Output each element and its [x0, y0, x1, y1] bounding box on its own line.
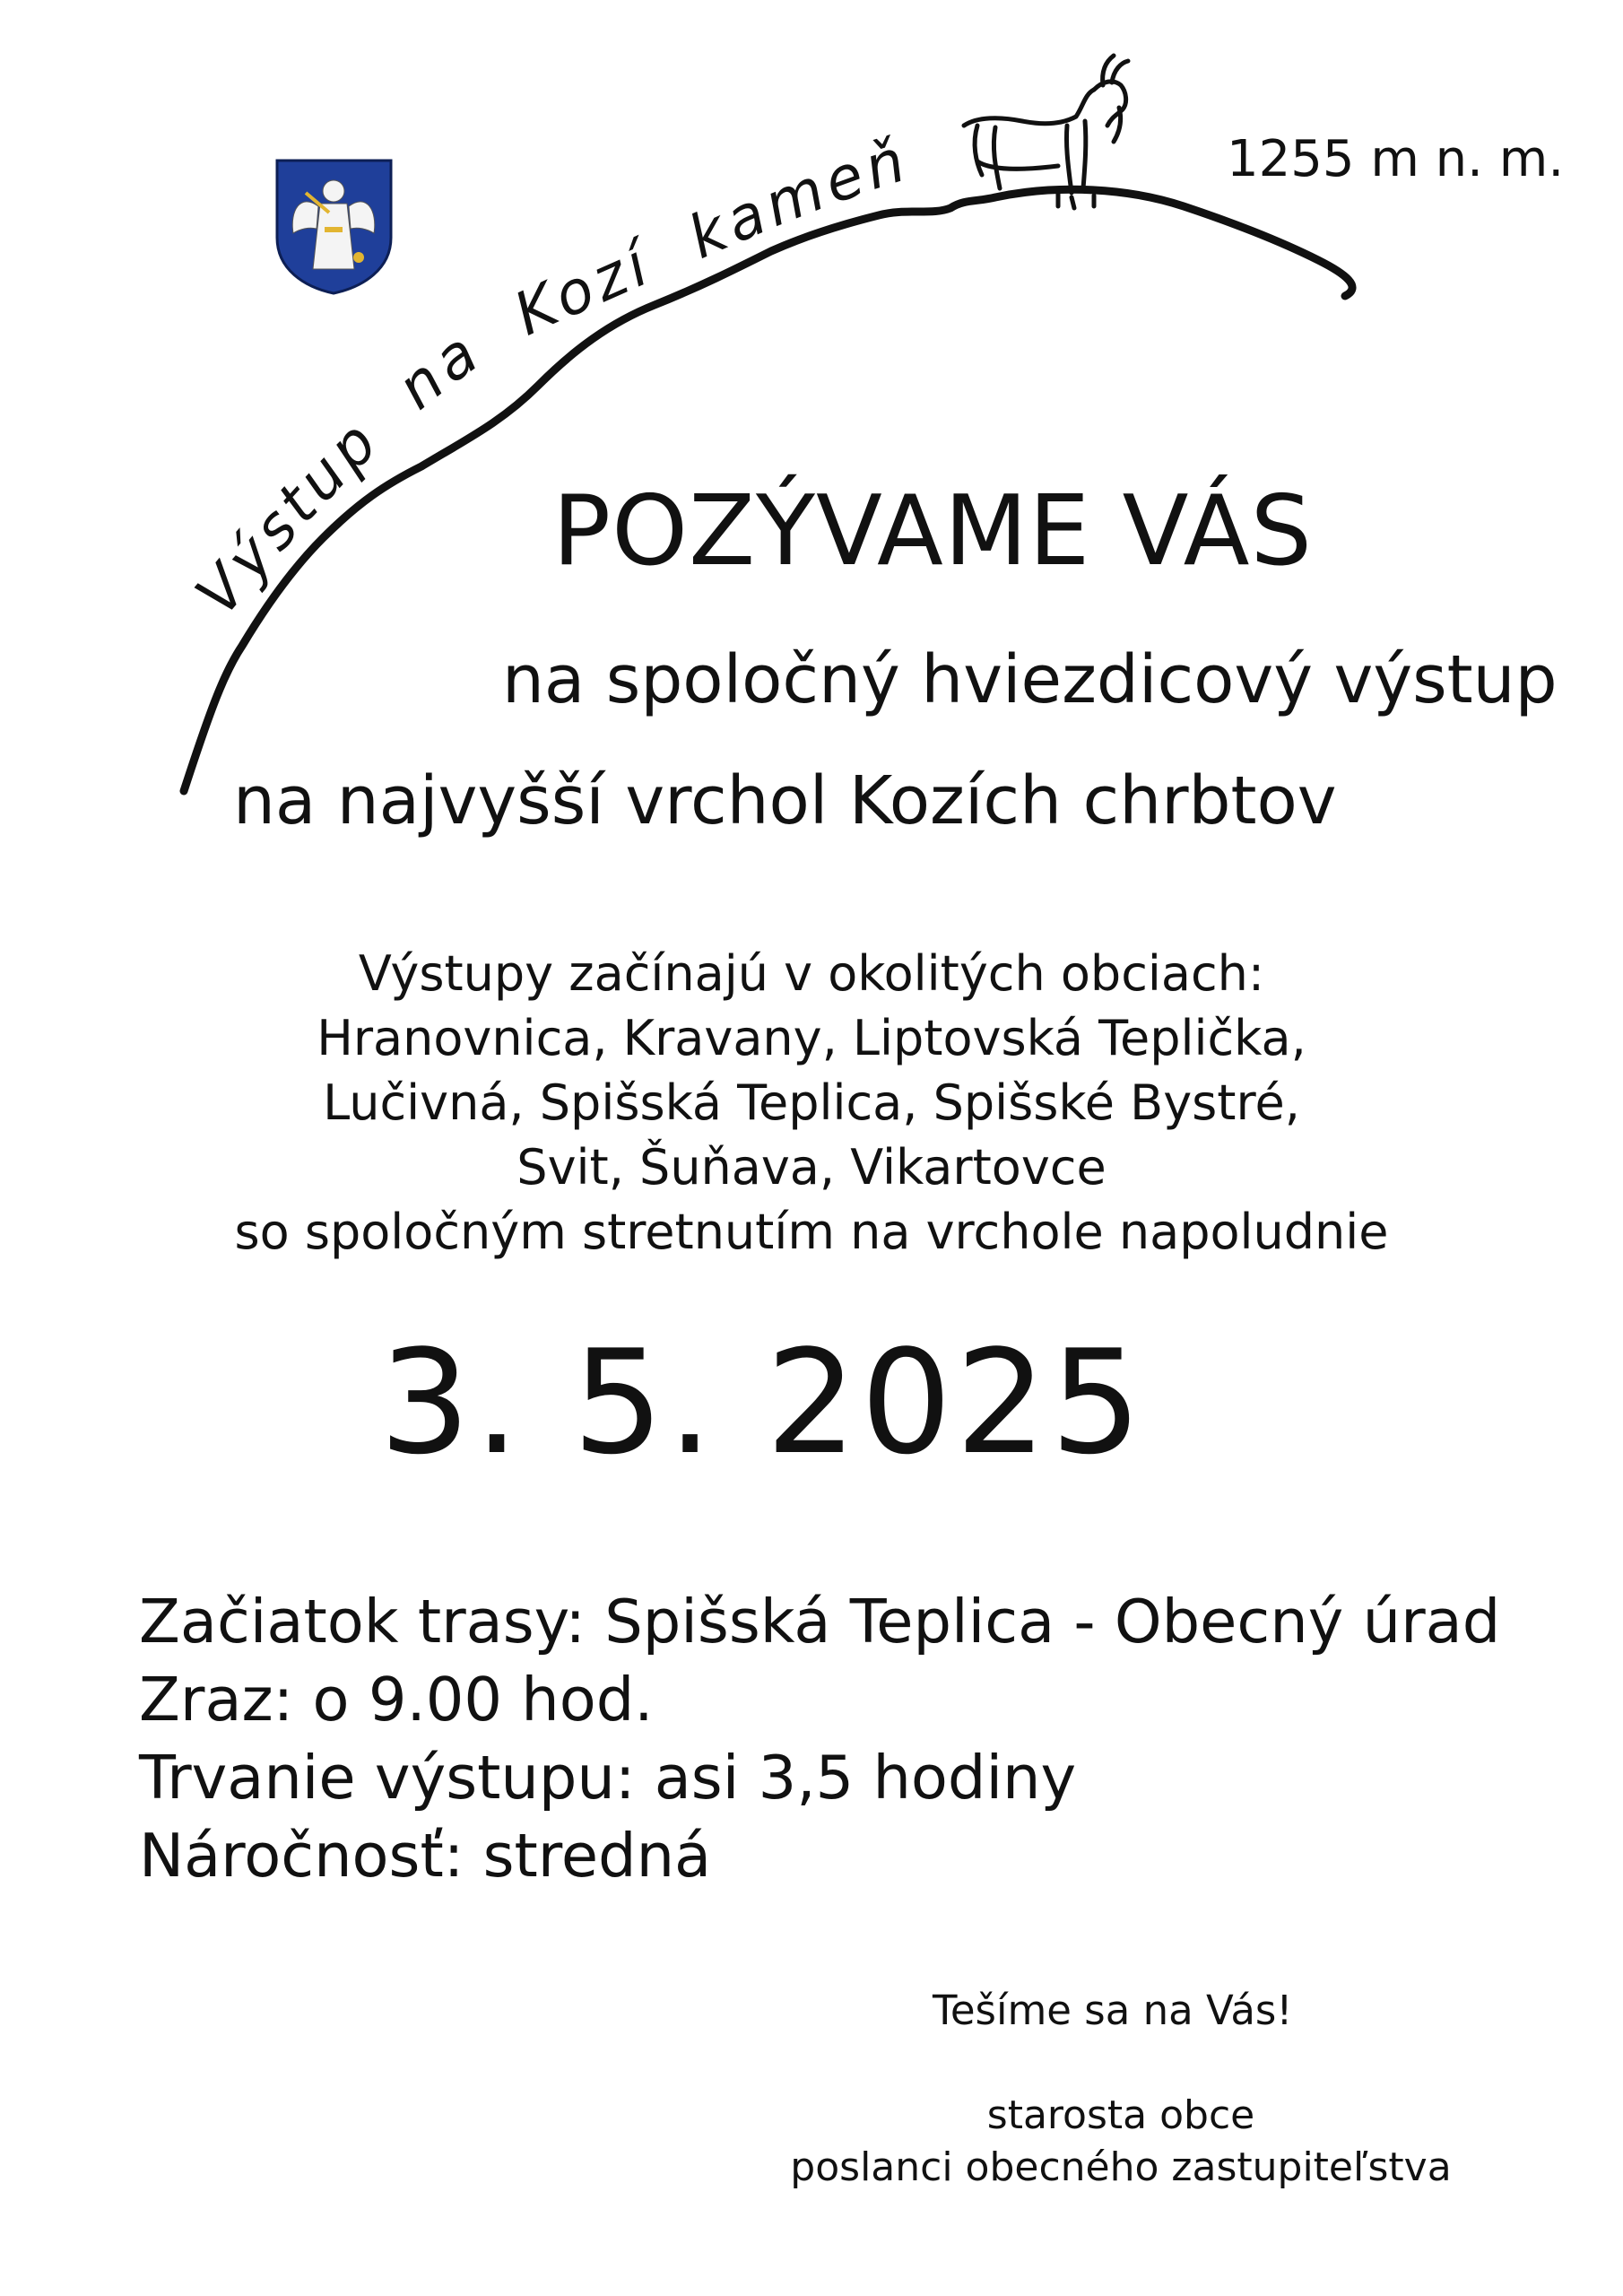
signature-line: poslanci obecného zastupiteľstva	[790, 2144, 1452, 2190]
villages-line: Hranovnica, Kravany, Liptovská Teplička,	[317, 1010, 1306, 1066]
invite-heading: POZÝVAME VÁS	[551, 475, 1314, 587]
altitude-label: 1255 m n. m.	[1227, 130, 1565, 188]
detail-start: Začiatok trasy: Spišská Teplica - Obecný úrad	[139, 1587, 1501, 1657]
event-date: 3. 5. 2025	[378, 1318, 1146, 1486]
villages-line: Výstupy začínajú v okolitých obciach:	[358, 945, 1265, 1002]
trail-title: Výstup na Kozí kameň	[182, 124, 918, 629]
signature-line: starosta obce	[986, 2092, 1255, 2138]
subtitle-line-1: na spoločný hviezdicový výstup	[502, 641, 1558, 718]
detail-meeting: Zraz: o 9.00 hod.	[139, 1665, 654, 1735]
detail-duration: Trvanie výstupu: asi 3,5 hodiny	[139, 1743, 1077, 1813]
signature-block	[717, 2090, 1524, 2194]
goat-icon	[964, 56, 1128, 208]
coat-of-arms-icon	[273, 157, 395, 296]
subtitle-line-2: na najvyšší vrchol Kozích chrbtov	[233, 762, 1337, 839]
closing-text: Tešíme sa na Vás!	[933, 1987, 1293, 2034]
villages-block	[0, 942, 1623, 1265]
villages-line: Lučivná, Spišská Teplica, Spišské Bystré,	[323, 1074, 1300, 1131]
details-block	[139, 1583, 1500, 1895]
villages-line: Svit, Šuňava, Vikartovce	[516, 1139, 1107, 1196]
villages-line: so spoločným stretnutím na vrchole napoludnie	[234, 1204, 1389, 1260]
detail-difficulty: Náročnosť: stredná	[139, 1821, 712, 1891]
